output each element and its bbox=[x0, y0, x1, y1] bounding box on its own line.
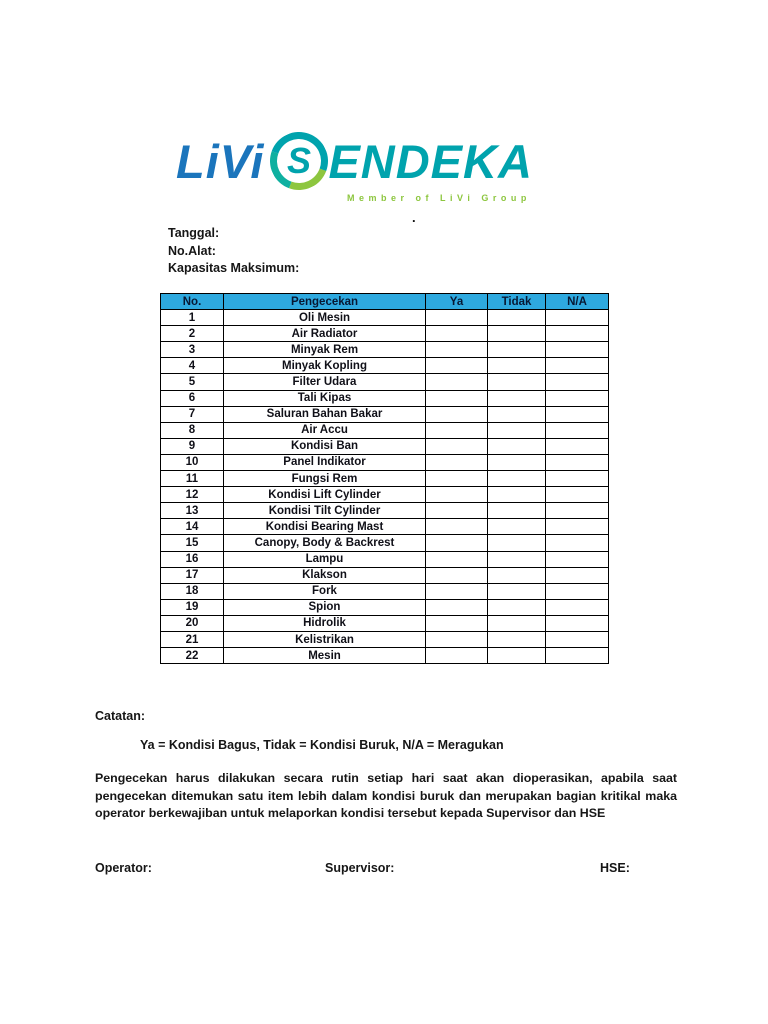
logo-text-livi: LiVi bbox=[176, 134, 265, 188]
table-body bbox=[161, 310, 609, 664]
instruction-paragraph: Pengecekan harus dilakukan secara rutin setiap hari saat akan dioperasikan, apabila saat pengecekan ditemukan satu item lebih dalam kondisi buruk dan merupakan bagian kritikal maka operator berkewajiban untuk melaporkan kondisi tersebut kepada Supervisor dan HSE bbox=[95, 771, 677, 821]
table-row bbox=[161, 631, 609, 647]
empty-cell-na bbox=[546, 342, 609, 358]
signature-operator-label: Operator: bbox=[95, 861, 152, 875]
table-row bbox=[161, 551, 609, 567]
logo-letter-s: S bbox=[287, 140, 312, 182]
empty-cell-ya bbox=[426, 535, 488, 551]
row-check-item: Tali Kipas bbox=[224, 390, 426, 406]
empty-cell-tidak bbox=[488, 310, 546, 326]
header-tidak: Tidak bbox=[488, 294, 546, 310]
company-logo bbox=[176, 126, 533, 196]
empty-cell-na bbox=[546, 487, 609, 503]
empty-cell-na bbox=[546, 358, 609, 374]
row-number: 22 bbox=[161, 648, 224, 664]
field-label-tanggal: Tanggal: bbox=[168, 226, 220, 240]
empty-cell-ya bbox=[426, 487, 488, 503]
empty-cell-na bbox=[546, 326, 609, 342]
table-row bbox=[161, 358, 609, 374]
signature-hse-label: HSE: bbox=[600, 861, 630, 875]
empty-cell-tidak bbox=[488, 519, 546, 535]
empty-cell-na bbox=[546, 551, 609, 567]
empty-cell-tidak bbox=[488, 454, 546, 470]
empty-cell-na bbox=[546, 519, 609, 535]
table-row bbox=[161, 471, 609, 487]
empty-cell-tidak bbox=[488, 406, 546, 422]
empty-cell-tidak bbox=[488, 487, 546, 503]
empty-cell-tidak bbox=[488, 631, 546, 647]
empty-cell-tidak bbox=[488, 648, 546, 664]
empty-cell-tidak bbox=[488, 615, 546, 631]
empty-cell-na bbox=[546, 503, 609, 519]
empty-cell-tidak bbox=[488, 503, 546, 519]
table-row bbox=[161, 519, 609, 535]
empty-cell-tidak bbox=[488, 390, 546, 406]
row-check-item: Kondisi Tilt Cylinder bbox=[224, 503, 426, 519]
empty-cell-na bbox=[546, 454, 609, 470]
empty-cell-ya bbox=[426, 519, 488, 535]
row-number: 1 bbox=[161, 310, 224, 326]
row-check-item: Kondisi Lift Cylinder bbox=[224, 487, 426, 503]
row-number: 3 bbox=[161, 342, 224, 358]
empty-cell-tidak bbox=[488, 374, 546, 390]
empty-cell-na bbox=[546, 438, 609, 454]
logo-tagline: Member of LiVi Group bbox=[347, 193, 531, 203]
row-check-item: Lampu bbox=[224, 551, 426, 567]
checklist-table bbox=[160, 293, 609, 664]
field-label-no-alat: No.Alat: bbox=[168, 243, 216, 258]
empty-cell-ya bbox=[426, 342, 488, 358]
row-check-item: Kondisi Bearing Mast bbox=[224, 519, 426, 535]
empty-cell-tidak bbox=[488, 471, 546, 487]
table-row bbox=[161, 438, 609, 454]
table-row bbox=[161, 342, 609, 358]
table-row bbox=[161, 535, 609, 551]
empty-cell-ya bbox=[426, 390, 488, 406]
row-check-item: Filter Udara bbox=[224, 374, 426, 390]
empty-cell-tidak bbox=[488, 599, 546, 615]
empty-cell-na bbox=[546, 631, 609, 647]
row-check-item: Saluran Bahan Bakar bbox=[224, 406, 426, 422]
legend-text: Ya = Kondisi Bagus, Tidak = Kondisi Buruk, N/A = Meragukan bbox=[140, 738, 504, 752]
empty-cell-tidak bbox=[488, 422, 546, 438]
row-number: 18 bbox=[161, 583, 224, 599]
empty-cell-tidak bbox=[488, 358, 546, 374]
empty-cell-ya bbox=[426, 503, 488, 519]
row-number: 9 bbox=[161, 438, 224, 454]
header-ya: Ya bbox=[426, 294, 488, 310]
empty-cell-na bbox=[546, 310, 609, 326]
empty-cell-ya bbox=[426, 599, 488, 615]
empty-cell-tidak bbox=[488, 567, 546, 583]
signature-supervisor-label: Supervisor: bbox=[325, 861, 395, 875]
row-check-item: Spion bbox=[224, 599, 426, 615]
empty-cell-tidak bbox=[488, 583, 546, 599]
row-check-item: Mesin bbox=[224, 648, 426, 664]
row-number: 7 bbox=[161, 406, 224, 422]
empty-cell-ya bbox=[426, 454, 488, 470]
row-number: 15 bbox=[161, 535, 224, 551]
table-row bbox=[161, 648, 609, 664]
empty-cell-ya bbox=[426, 326, 488, 342]
table-row bbox=[161, 422, 609, 438]
table-header-row bbox=[161, 294, 609, 310]
row-number: 20 bbox=[161, 615, 224, 631]
header-pengecekan: Pengecekan bbox=[224, 294, 426, 310]
empty-cell-ya bbox=[426, 310, 488, 326]
empty-cell-na bbox=[546, 648, 609, 664]
stray-period: . bbox=[412, 210, 416, 225]
empty-cell-na bbox=[546, 422, 609, 438]
signature-row bbox=[95, 861, 655, 881]
empty-cell-na bbox=[546, 535, 609, 551]
empty-cell-na bbox=[546, 567, 609, 583]
empty-cell-na bbox=[546, 390, 609, 406]
row-check-item: Panel Indikator bbox=[224, 454, 426, 470]
table-row bbox=[161, 487, 609, 503]
empty-cell-tidak bbox=[488, 535, 546, 551]
empty-cell-ya bbox=[426, 422, 488, 438]
row-number: 19 bbox=[161, 599, 224, 615]
empty-cell-na bbox=[546, 374, 609, 390]
empty-cell-tidak bbox=[488, 342, 546, 358]
row-number: 5 bbox=[161, 374, 224, 390]
table-row bbox=[161, 374, 609, 390]
empty-cell-na bbox=[546, 599, 609, 615]
row-check-item: Kelistrikan bbox=[224, 631, 426, 647]
table-row bbox=[161, 390, 609, 406]
table-row bbox=[161, 583, 609, 599]
field-label-kapasitas: Kapasitas Maksimum: bbox=[168, 261, 300, 275]
empty-cell-ya bbox=[426, 471, 488, 487]
empty-cell-tidak bbox=[488, 326, 546, 342]
row-number: 6 bbox=[161, 390, 224, 406]
row-check-item: Air Radiator bbox=[224, 326, 426, 342]
table-row bbox=[161, 406, 609, 422]
row-check-item: Fungsi Rem bbox=[224, 471, 426, 487]
empty-cell-tidak bbox=[488, 551, 546, 567]
empty-cell-na bbox=[546, 583, 609, 599]
row-number: 12 bbox=[161, 487, 224, 503]
row-number: 8 bbox=[161, 422, 224, 438]
row-number: 13 bbox=[161, 503, 224, 519]
header-no: No. bbox=[161, 294, 224, 310]
row-number: 16 bbox=[161, 551, 224, 567]
empty-cell-ya bbox=[426, 438, 488, 454]
empty-cell-ya bbox=[426, 358, 488, 374]
row-check-item: Hidrolik bbox=[224, 615, 426, 631]
empty-cell-na bbox=[546, 471, 609, 487]
empty-cell-tidak bbox=[488, 438, 546, 454]
table-row bbox=[161, 615, 609, 631]
empty-cell-ya bbox=[426, 583, 488, 599]
empty-cell-ya bbox=[426, 567, 488, 583]
table-row bbox=[161, 326, 609, 342]
empty-cell-na bbox=[546, 406, 609, 422]
empty-cell-ya bbox=[426, 631, 488, 647]
empty-cell-ya bbox=[426, 648, 488, 664]
row-number: 21 bbox=[161, 631, 224, 647]
table-row bbox=[161, 503, 609, 519]
empty-cell-ya bbox=[426, 615, 488, 631]
row-number: 14 bbox=[161, 519, 224, 535]
empty-cell-ya bbox=[426, 374, 488, 390]
row-check-item: Air Accu bbox=[224, 422, 426, 438]
empty-cell-ya bbox=[426, 406, 488, 422]
logo-swirl-icon bbox=[261, 122, 338, 199]
row-check-item: Oli Mesin bbox=[224, 310, 426, 326]
row-check-item: Canopy, Body & Backrest bbox=[224, 535, 426, 551]
row-number: 4 bbox=[161, 358, 224, 374]
catatan-label: Catatan: bbox=[95, 709, 146, 723]
table-row bbox=[161, 599, 609, 615]
table-row bbox=[161, 310, 609, 326]
table-row bbox=[161, 454, 609, 470]
row-number: 10 bbox=[161, 454, 224, 470]
form-meta-fields bbox=[168, 225, 299, 278]
row-number: 17 bbox=[161, 567, 224, 583]
row-check-item: Fork bbox=[224, 583, 426, 599]
empty-cell-ya bbox=[426, 551, 488, 567]
logo-text-endeka: ENDEKA bbox=[328, 134, 533, 188]
row-check-item: Kondisi Ban bbox=[224, 438, 426, 454]
table-row bbox=[161, 567, 609, 583]
row-check-item: Minyak Rem bbox=[224, 342, 426, 358]
row-number: 2 bbox=[161, 326, 224, 342]
row-check-item: Minyak Kopling bbox=[224, 358, 426, 374]
row-number: 11 bbox=[161, 471, 224, 487]
empty-cell-na bbox=[546, 615, 609, 631]
row-check-item: Klakson bbox=[224, 567, 426, 583]
header-na: N/A bbox=[546, 294, 609, 310]
